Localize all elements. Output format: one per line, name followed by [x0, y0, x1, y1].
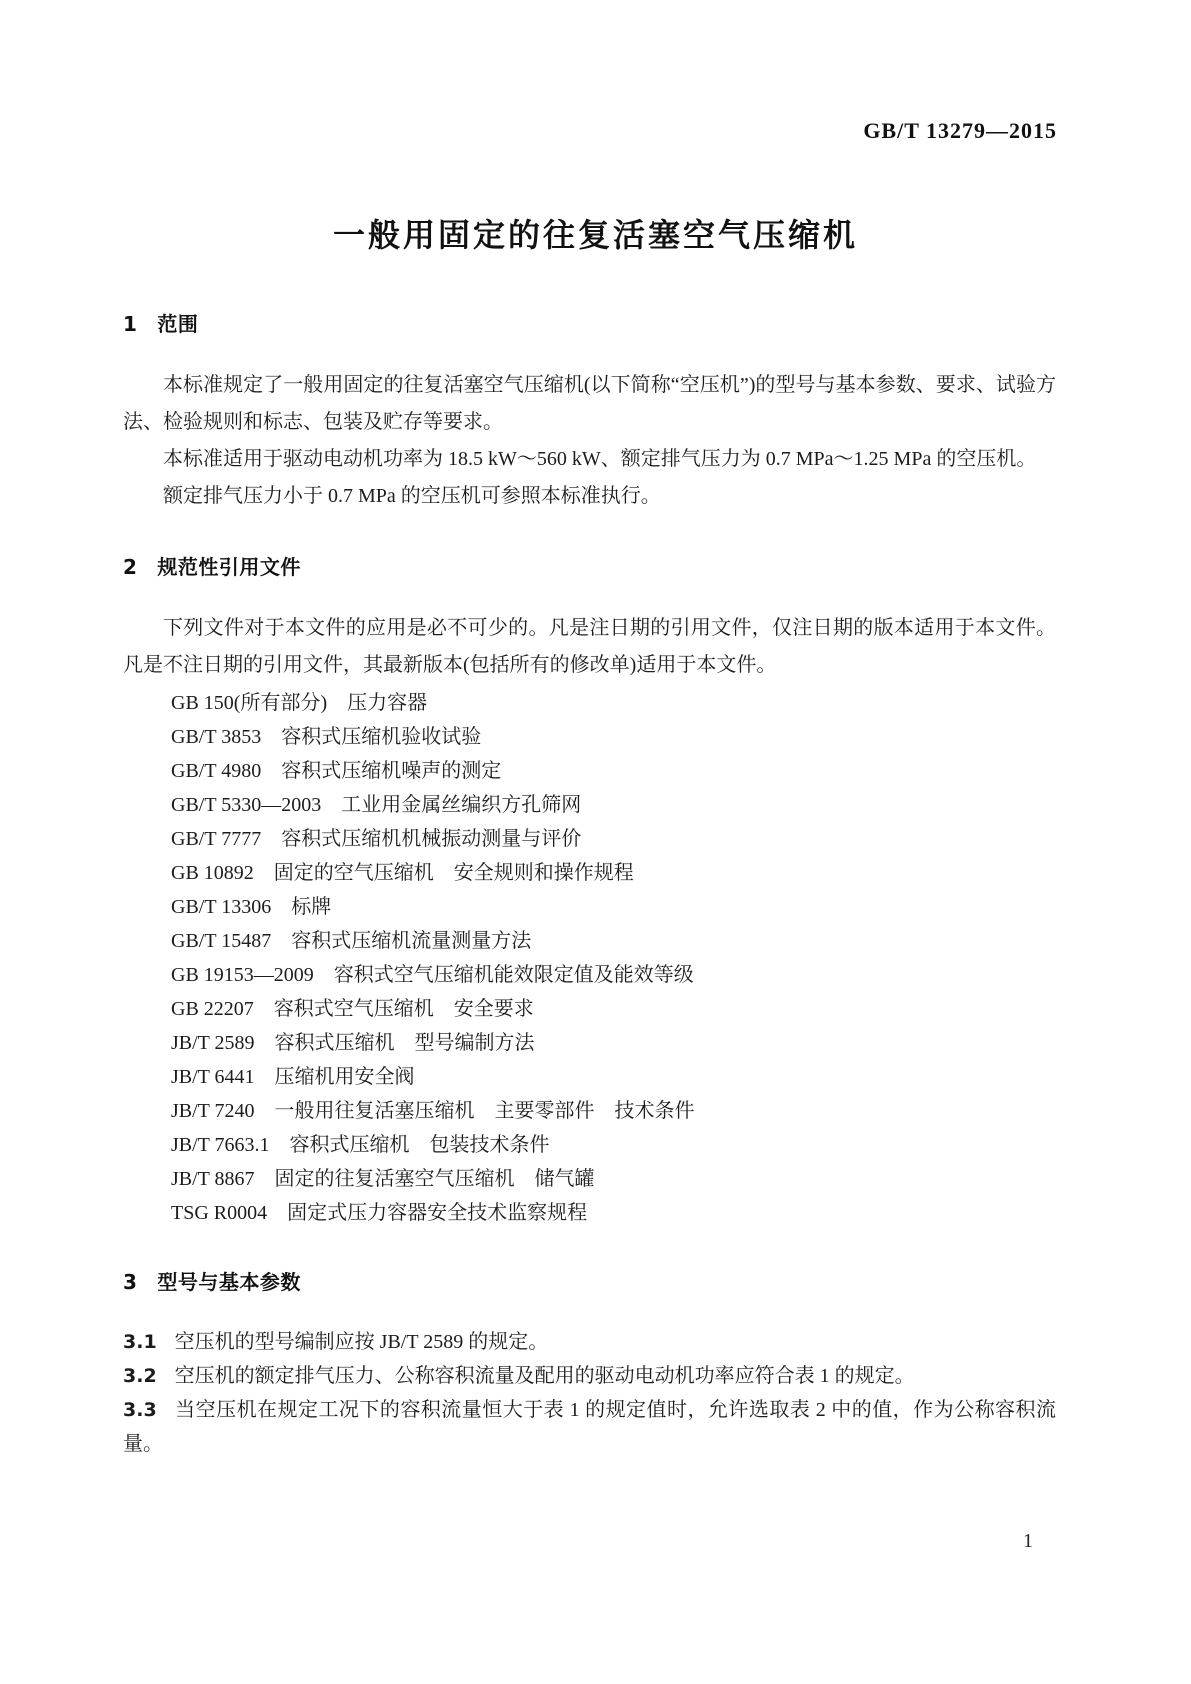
reference-item: GB 19153—2009 容积式空气压缩机能效限定值及能效等级: [171, 964, 694, 986]
reference-item: JB/T 7663.1 容积式压缩机 包装技术条件: [171, 1134, 550, 1156]
section-3-number: 3: [123, 1270, 138, 1294]
section-2-number: 2: [123, 555, 138, 579]
clause-number: 3.2: [123, 1365, 157, 1387]
references-list: [123, 686, 1056, 1230]
reference-item: JB/T 7240 一般用往复活塞压缩机 主要零部件 技术条件: [171, 1100, 695, 1122]
reference-item: TSG R0004 固定式压力容器安全技术监察规程: [171, 1202, 588, 1224]
clause-row: [123, 1325, 1056, 1359]
reference-item: GB 22207 容积式空气压缩机 安全要求: [171, 998, 534, 1020]
section-1-heading-label: 范围: [157, 312, 199, 336]
section-3-heading: [123, 1266, 1056, 1295]
clause-text: 当空压机在规定工况下的容积流量恒大于表 1 的规定值时，允许选取表 2 中的值，作为公称容积流量。: [123, 1399, 1056, 1455]
section-2-heading: [123, 551, 1056, 580]
clause-number: 3.1: [123, 1331, 157, 1353]
reference-item: GB 150(所有部分) 压力容器: [171, 692, 428, 714]
page-title: 一般用固定的往复活塞空气压缩机: [332, 216, 858, 254]
reference-item: GB/T 15487 容积式压缩机流量测量方法: [171, 930, 532, 952]
page-number: 1: [1023, 1530, 1033, 1552]
clause-row: [123, 1359, 1056, 1393]
clause-row: [123, 1393, 1056, 1461]
doc-number: GB/T 13279—2015: [863, 118, 1057, 143]
body-paragraph: 本标准适用于驱动电动机功率为 18.5 kW～560 kW、额定排气压力为 0.7 MPa～1.25 MPa 的空压机。: [163, 448, 1037, 470]
document-body: [123, 308, 1056, 1461]
section-3-heading-label: 型号与基本参数: [157, 1270, 301, 1294]
body-paragraph: 额定排气压力小于 0.7 MPa 的空压机可参照本标准执行。: [163, 485, 661, 507]
reference-item: JB/T 6441 压缩机用安全阀: [171, 1066, 415, 1088]
reference-item: GB/T 13306 标牌: [171, 896, 332, 918]
reference-item: GB/T 5330—2003 工业用金属丝编织方孔筛网: [171, 794, 582, 816]
reference-item: JB/T 2589 容积式压缩机 型号编制方法: [171, 1032, 535, 1054]
reference-item: GB/T 3853 容积式压缩机验收试验: [171, 726, 482, 748]
body-paragraph: 下列文件对于本文件的应用是必不可少的。凡是注日期的引用文件，仅注日期的版本适用于本文件。凡是不注日期的引用文件，其最新版本(包括所有的修改单)适用于本文件。: [123, 617, 1056, 676]
clause-text: 空压机的额定排气压力、公称容积流量及配用的驱动电动机功率应符合表 1 的规定。: [174, 1365, 915, 1387]
reference-item: GB/T 4980 容积式压缩机噪声的测定: [171, 760, 502, 782]
reference-item: GB 10892 固定的空气压缩机 安全规则和操作规程: [171, 862, 634, 884]
section-2-heading-label: 规范性引用文件: [157, 555, 301, 579]
reference-item: GB/T 7777 容积式压缩机机械振动测量与评价: [171, 828, 582, 850]
clause-number: 3.3: [123, 1399, 157, 1421]
section-3-clauses: [123, 1325, 1056, 1461]
section-1-heading: [123, 308, 1056, 337]
reference-item: JB/T 8867 固定的往复活塞空气压缩机 储气罐: [171, 1168, 595, 1190]
clause-text: 空压机的型号编制应按 JB/T 2589 的规定。: [174, 1331, 549, 1353]
body-paragraph: 本标准规定了一般用固定的往复活塞空气压缩机(以下简称“空压机”)的型号与基本参数、要求、试验方法、检验规则和标志、包装及贮存等要求。: [123, 374, 1056, 433]
section-1-number: 1: [123, 312, 138, 336]
